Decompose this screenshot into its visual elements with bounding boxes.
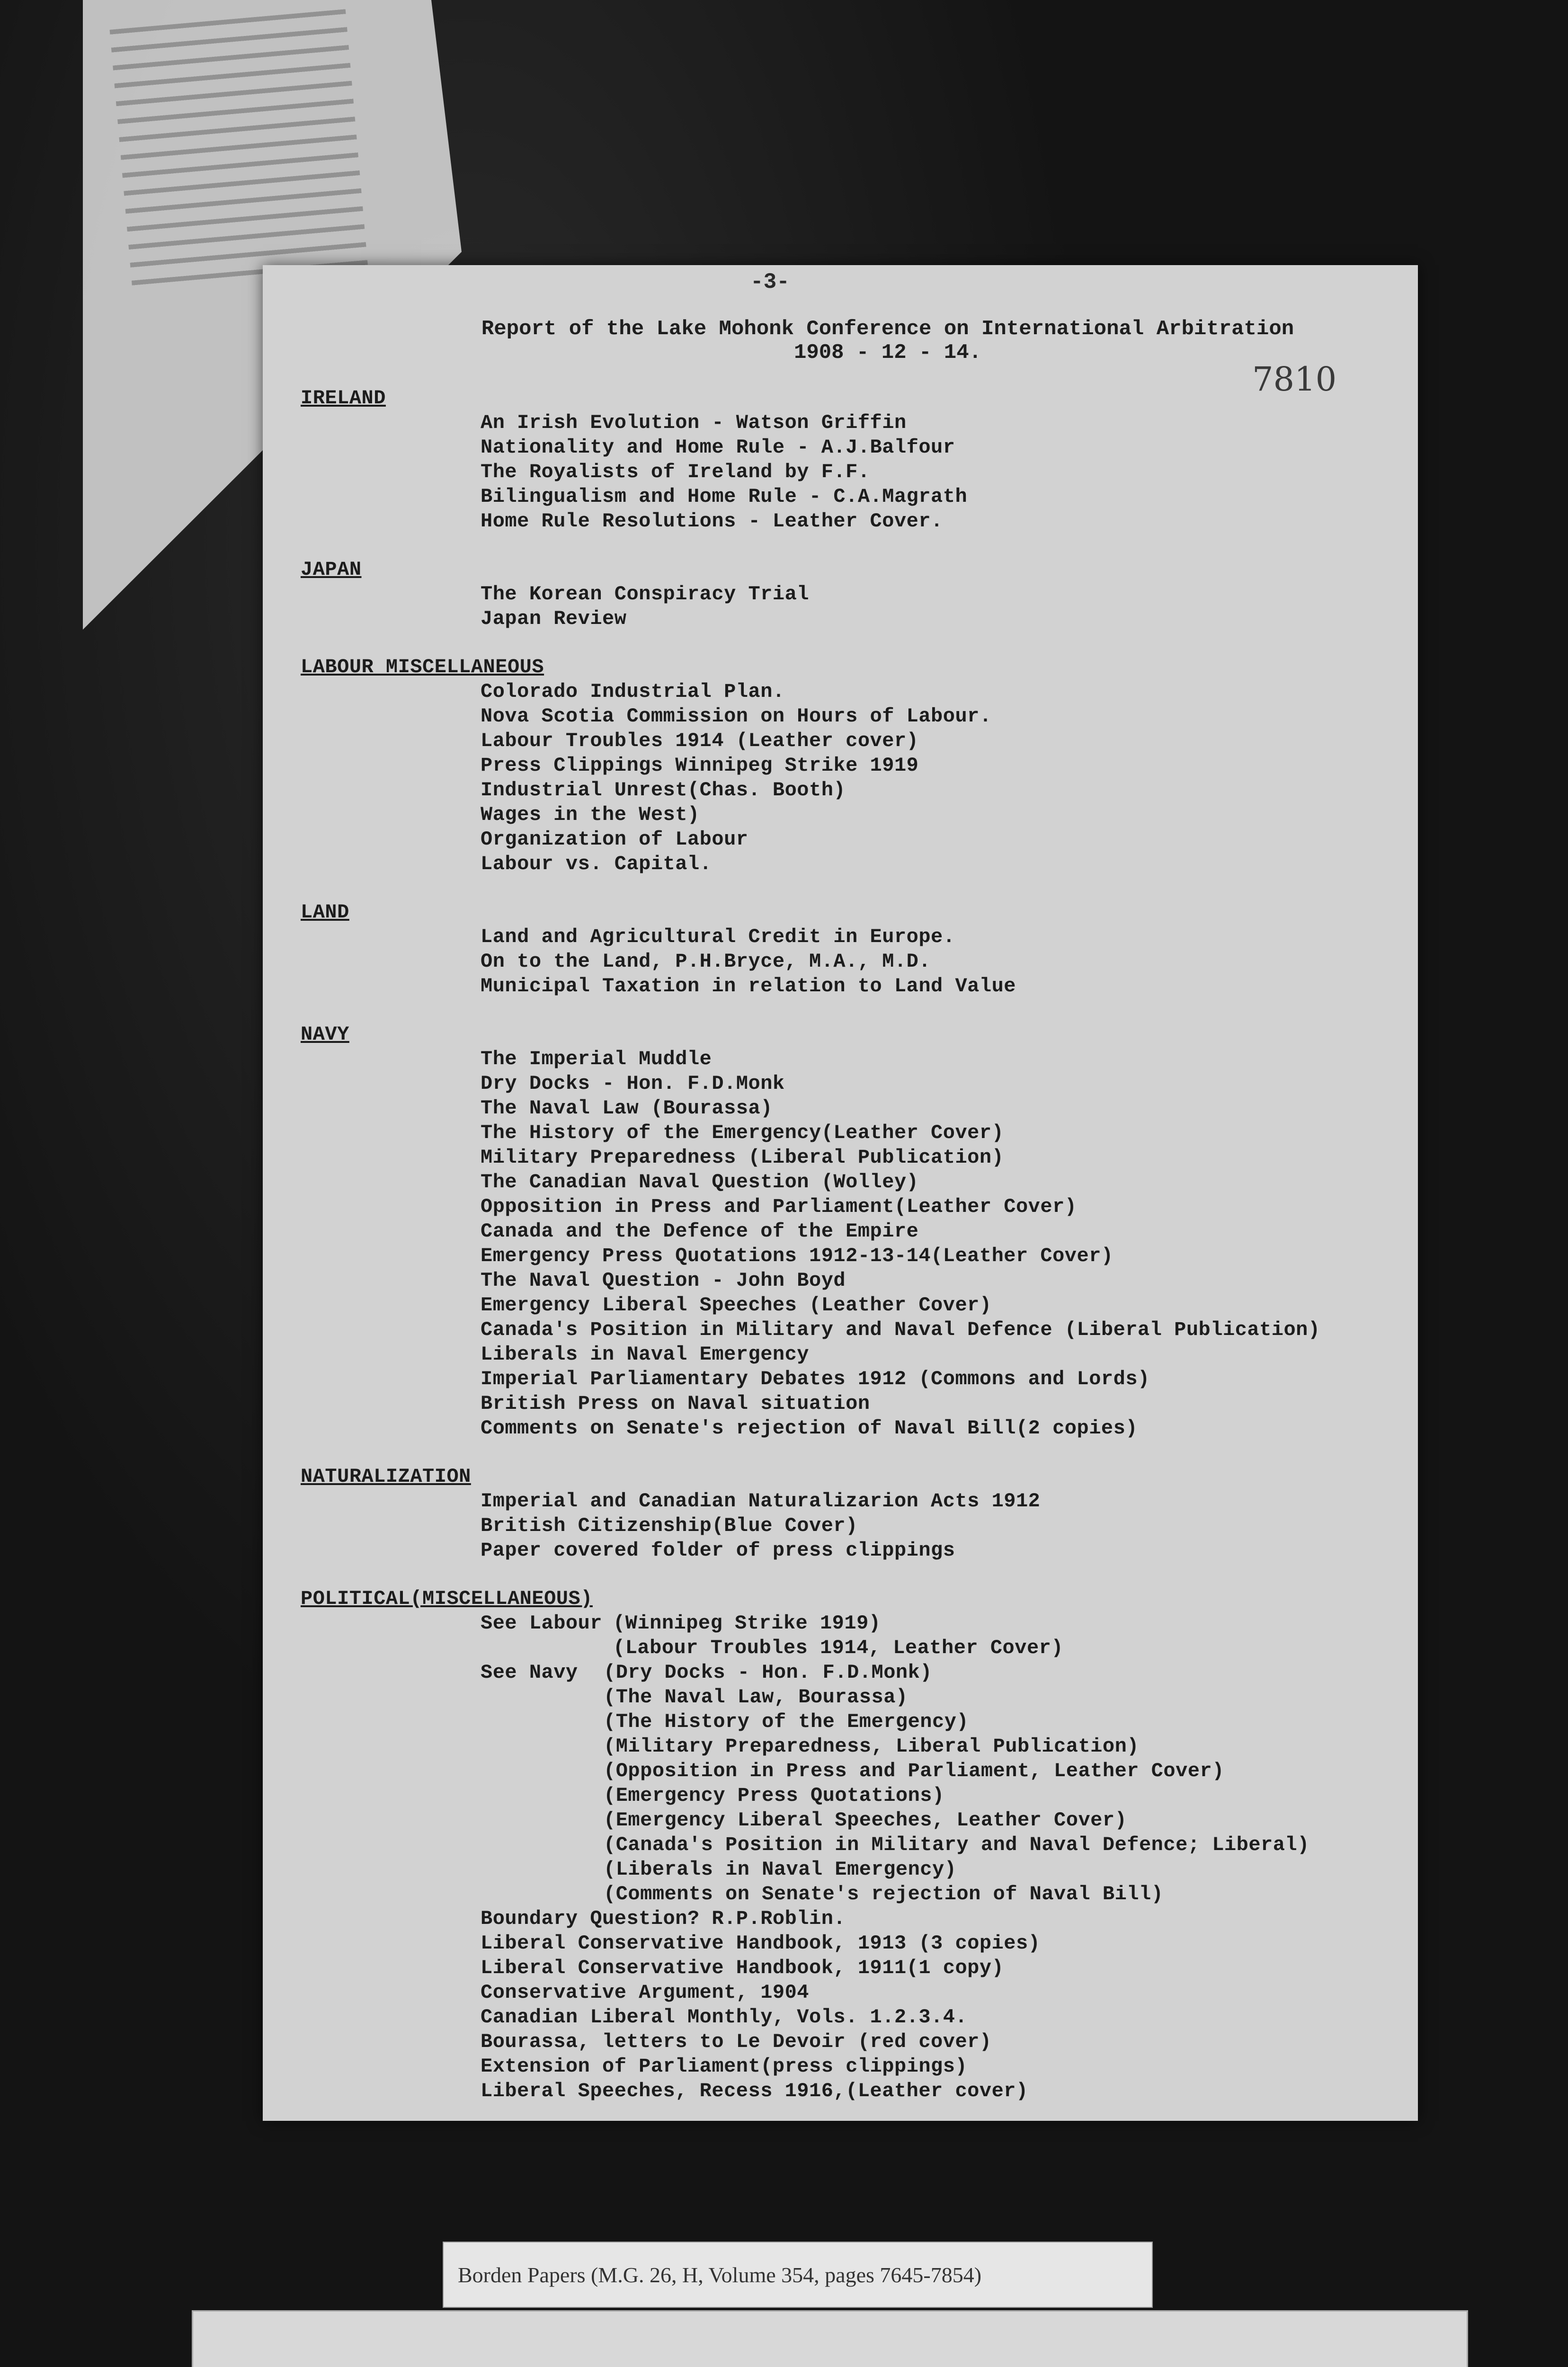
list-item: (The Naval Law, Bourassa) — [604, 1686, 908, 1709]
list-item: Labour vs. Capital. — [481, 853, 712, 875]
list-item: The Naval Question - John Boyd — [481, 1269, 846, 1292]
list-item: (Opposition in Press and Parliament, Leather Cover) — [604, 1760, 1224, 1782]
list-item: Paper covered folder of press clippings — [481, 1539, 955, 1562]
list-item: Home Rule Resolutions - Leather Cover. — [481, 510, 943, 533]
list-item: The Naval Law (Bourassa) — [481, 1097, 773, 1120]
section-navy — [301, 1022, 1399, 1441]
list-item: Military Preparedness (Liberal Publication) — [481, 1146, 1004, 1169]
list-item: Organization of Labour — [481, 828, 748, 851]
list-item: The Korean Conspiracy Trial — [481, 583, 810, 605]
list-item: Liberal Conservative Handbook, 1911(1 copy) — [481, 1957, 1004, 1979]
list-item: British Press on Naval situation — [481, 1392, 870, 1415]
list-item: Emergency Liberal Speeches (Leather Cover) — [481, 1294, 992, 1317]
see-labour-items — [613, 1611, 1063, 1660]
list-item: Canada and the Defence of the Empire — [481, 1220, 919, 1243]
section-labour — [301, 655, 1399, 876]
list-item: Industrial Unrest(Chas. Booth) — [481, 779, 846, 801]
list-item: Bourassa, letters to Le Devoir (red cover) — [481, 2030, 992, 2053]
illegible-scrap-text — [110, 9, 369, 294]
list-item: On to the Land, P.H.Bryce, M.A., M.D. — [481, 950, 931, 973]
section-heading: NAVY — [301, 1023, 349, 1046]
list-item: The Royalists of Ireland by F.F. — [481, 461, 870, 483]
list-item: (The History of the Emergency) — [604, 1710, 969, 1733]
section-heading: JAPAN — [301, 558, 362, 581]
see-labour-label: See Labour — [481, 1612, 603, 1635]
citation-label: Borden Papers (M.G. 26, H, Volume 354, pages 7645-7854) — [443, 2242, 1153, 2308]
list-item: Press Clippings Winnipeg Strike 1919 — [481, 754, 919, 777]
list-item: Liberal Speeches, Recess 1916,(Leather cover) — [481, 2080, 1028, 2102]
list-item: Japan Review — [481, 607, 627, 630]
list-item: (Dry Docks - Hon. F.D.Monk) — [604, 1661, 933, 1684]
list-item: Colorado Industrial Plan. — [481, 680, 785, 703]
list-item: British Citizenship(Blue Cover) — [481, 1514, 858, 1537]
list-item: Liberal Conservative Handbook, 1913 (3 copies) — [481, 1932, 1041, 1955]
list-item: Boundary Question? R.P.Roblin. — [481, 1907, 846, 1930]
section-ireland — [301, 386, 1399, 534]
see-navy-items — [604, 1660, 1310, 1906]
list-item: The Canadian Naval Question (Wolley) — [481, 1171, 919, 1193]
section-heading: IRELAND — [301, 387, 386, 409]
index-content — [301, 386, 1399, 2103]
archive-card — [192, 2310, 1468, 2367]
list-item: (Emergency Press Quotations) — [604, 1784, 944, 1807]
document-dates: 1908 - 12 - 14. — [793, 341, 982, 365]
list-item: An Irish Evolution - Watson Griffin — [481, 411, 907, 434]
section-heading: NATURALIZATION — [301, 1465, 471, 1488]
list-item: Dry Docks - Hon. F.D.Monk — [481, 1072, 785, 1095]
section-heading: POLITICAL(MISCELLANEOUS) — [301, 1587, 593, 1610]
list-item: Bilingualism and Home Rule - C.A.Magrath — [481, 485, 968, 508]
section-political — [301, 1586, 1399, 2103]
section-land — [301, 900, 1399, 998]
list-item: (Emergency Liberal Speeches, Leather Cover) — [604, 1809, 1127, 1832]
list-item: Extension of Parliament(press clippings) — [481, 2055, 968, 2078]
list-item: Canada's Position in Military and Naval Defence (Liberal Publication) — [481, 1318, 1320, 1341]
list-item: Canadian Liberal Monthly, Vols. 1.2.3.4. — [481, 2006, 968, 2029]
list-item: Labour Troubles 1914 (Leather cover) — [481, 730, 919, 752]
list-item: Wages in the West) — [481, 803, 700, 826]
page-number: -3- — [750, 270, 790, 294]
list-item: (Labour Troubles 1914, Leather Cover) — [613, 1637, 1064, 1659]
list-item: Nationality and Home Rule - A.J.Balfour — [481, 436, 955, 459]
section-japan — [301, 557, 1399, 631]
list-item: Conservative Argument, 1904 — [481, 1981, 810, 2004]
list-item: Imperial Parliamentary Debates 1912 (Commons and Lords) — [481, 1368, 1150, 1390]
document-title: Report of the Lake Mohonk Conference on International Arbitration — [481, 317, 1294, 341]
list-item: Emergency Press Quotations 1912-13-14(Leather Cover) — [481, 1245, 1114, 1267]
list-item: Nova Scotia Commission on Hours of Labour. — [481, 705, 992, 728]
list-item: (Liberals in Naval Emergency) — [604, 1858, 957, 1881]
list-item: (Winnipeg Strike 1919) — [613, 1612, 881, 1635]
archive-page-number: 7810 — [1252, 360, 1337, 399]
list-item: Opposition in Press and Parliament(Leather Cover) — [481, 1195, 1077, 1218]
list-item: Imperial and Canadian Naturalizarion Acts 1912 — [481, 1490, 1041, 1513]
list-item: (Canada's Position in Military and Naval Defence; Liberal) — [604, 1833, 1310, 1856]
list-item: Land and Agricultural Credit in Europe. — [481, 925, 955, 948]
section-heading: LAND — [301, 901, 349, 924]
list-item: The History of the Emergency(Leather Cover) — [481, 1121, 1004, 1144]
document-page — [263, 265, 1418, 2121]
section-heading: LABOUR MISCELLANEOUS — [301, 656, 544, 678]
section-naturalization — [301, 1464, 1399, 1563]
list-item: (Comments on Senate's rejection of Naval Bill) — [604, 1883, 1164, 1905]
list-item: Comments on Senate's rejection of Naval Bill(2 copies) — [481, 1417, 1138, 1440]
see-navy-block — [391, 1660, 1399, 1906]
list-item: The Imperial Muddle — [481, 1048, 712, 1070]
list-item: Municipal Taxation in relation to Land Value — [481, 975, 1016, 997]
see-navy-label: See Navy — [481, 1661, 578, 1684]
list-item: (Military Preparedness, Liberal Publication) — [604, 1735, 1139, 1758]
see-labour-block — [391, 1611, 1399, 1660]
list-item: Liberals in Naval Emergency — [481, 1343, 810, 1366]
